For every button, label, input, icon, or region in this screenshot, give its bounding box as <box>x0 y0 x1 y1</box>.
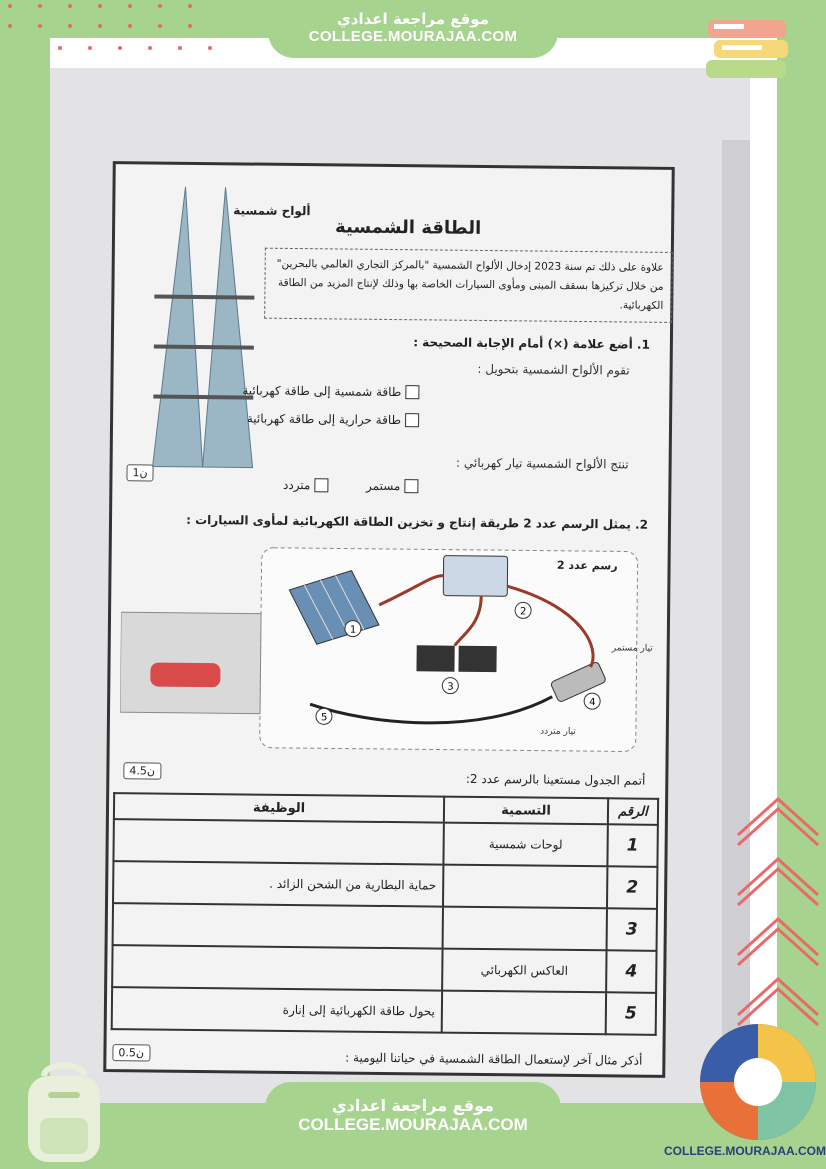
q1-b-option-2[interactable]: متردد <box>283 478 329 492</box>
site-name-bottom: موقع مراجعة اعدادي <box>331 1096 495 1115</box>
col-header: التسمية <box>444 797 608 825</box>
top-banner <box>268 0 558 58</box>
q1-a-option-2[interactable]: طاقة حرارية إلى طاقة كهربائية <box>247 412 419 428</box>
row-function[interactable]: يحول طاقة الكهربائية إلى إنارة <box>112 987 442 1032</box>
checkbox[interactable] <box>404 479 418 493</box>
svg-text:5: 5 <box>320 712 328 724</box>
ac-label: تيار متردد <box>540 726 576 737</box>
intro-paragraph: علاوة على ذلك تم سنة 2023 إدخال الألواح الشمسية "بالمركز التجاري العالمي بالبحرين" من خلال تركيزها بسقف المبنى ومأوى السيارات الخاصة بها وذلك لإنتاج المزيد من الطاقة الكهربائية. <box>264 248 673 323</box>
site-name: موقع مراجعة اعدادي <box>337 10 489 28</box>
backpack-icon <box>14 1058 114 1166</box>
row-name[interactable] <box>443 907 607 951</box>
row-function[interactable] <box>113 819 443 864</box>
row-function[interactable] <box>113 903 443 948</box>
row-function[interactable] <box>112 945 442 990</box>
q1-score: 1ن <box>126 464 153 481</box>
tower-illustration <box>122 176 275 478</box>
bottom-banner <box>265 1082 561 1152</box>
svg-text:3: 3 <box>447 681 454 693</box>
school-logo-icon <box>696 1020 820 1144</box>
dc-label: تيار مستمر <box>611 643 653 654</box>
row-name[interactable]: لوحات شمسية <box>443 823 607 867</box>
col-header: الوظيفة <box>114 793 444 822</box>
q4-heading: أذكر مثال آخر لإستعمال الطاقة الشمسية في حياتنا اليومية : <box>345 1050 643 1068</box>
svg-text:4: 4 <box>589 697 596 709</box>
row-name[interactable]: العاكس الكهربائي <box>442 949 606 993</box>
row-number: 3 <box>607 908 657 951</box>
q1-heading: 1. أضع علامة (×) أمام الإجابة الصحيحة : <box>413 335 650 352</box>
svg-text:1: 1 <box>349 624 357 636</box>
col-header: الرقم <box>608 798 658 825</box>
q4-score: 0.5ن <box>112 1044 150 1061</box>
row-name[interactable] <box>442 991 606 1035</box>
table-row <box>112 987 656 1035</box>
q1-a-option-1[interactable]: طاقة شمسية إلى طاقة كهربائية <box>242 383 419 399</box>
q2-heading: 2. يمثل الرسم عدد 2 طريقة إنتاج و تخزين الطاقة الكهربائية لمأوى السيارات : <box>186 512 649 532</box>
row-function[interactable]: حماية البطارية من الشحن الزائد . <box>113 861 443 906</box>
table-row <box>112 945 656 993</box>
svg-text:2: 2 <box>520 606 527 618</box>
q1-part-a: تقوم الألواح الشمسية بتحويل : <box>477 361 630 378</box>
row-number: 5 <box>606 992 656 1035</box>
worksheet-title: الطاقة الشمسية <box>334 216 482 239</box>
q3-heading: أتمم الجدول مستعينا بالرسم عدد 2: <box>465 771 646 788</box>
figure-label: رسم عدد 2 <box>556 558 618 573</box>
site-url[interactable]: COLLEGE.MOURAJAA.COM <box>308 28 518 45</box>
q1-b-option-1[interactable]: مستمر <box>366 479 418 494</box>
decorative-dots <box>0 0 260 60</box>
row-number: 1 <box>607 824 657 867</box>
table-row <box>113 903 657 951</box>
answer-table <box>111 792 659 1036</box>
panels-label: ألواح شمسية <box>233 203 311 219</box>
row-name[interactable] <box>443 865 607 909</box>
q2-score: 4.5ن <box>123 762 161 779</box>
worksheet <box>103 161 675 1078</box>
checkbox[interactable] <box>314 478 328 492</box>
table-row <box>113 819 657 867</box>
row-number: 2 <box>607 866 657 909</box>
books-logo <box>700 12 800 92</box>
row-number: 4 <box>606 950 656 993</box>
site-url-bottom[interactable]: COLLEGE.MOURAJAA.COM <box>298 1115 528 1134</box>
checkbox[interactable] <box>405 413 419 427</box>
logo-url-text: COLLEGE.MOURAJAA.COM <box>664 1144 826 1158</box>
table-row <box>113 861 657 909</box>
chevron-decoration-icon <box>734 795 824 1035</box>
checkbox[interactable] <box>405 385 419 399</box>
q1-part-b: تنتج الألواح الشمسية تيار كهربائي : <box>455 455 629 472</box>
